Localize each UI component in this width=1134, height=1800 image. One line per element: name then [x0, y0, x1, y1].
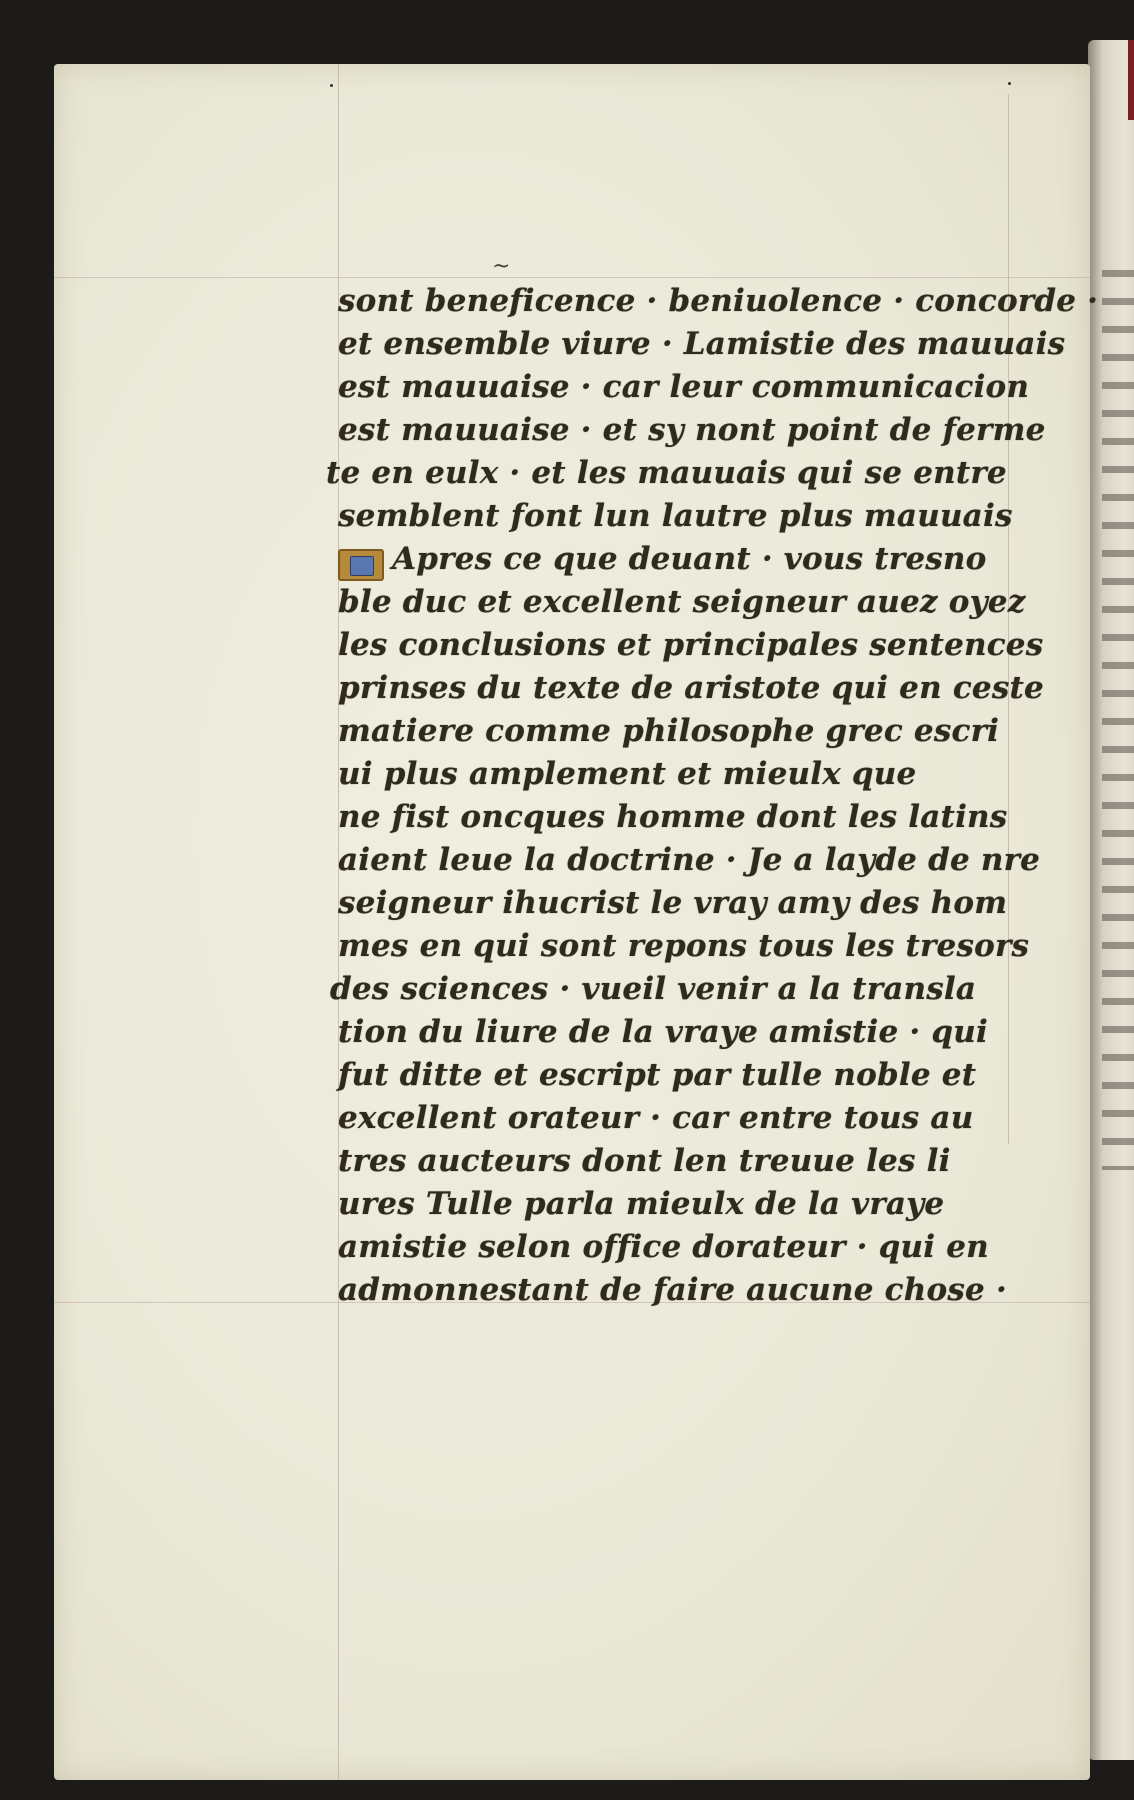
text-line: semblent font lun lautre plus mauuais: [338, 498, 1013, 534]
pricking-mark-right: [1008, 82, 1011, 85]
text-line: fut ditte et escript par tulle noble et: [338, 1057, 977, 1093]
text-line: matiere comme philosophe grec escri: [338, 713, 1000, 749]
binding-edge: [1128, 40, 1134, 120]
text-line: te en eulx · et les mauuais qui se entre: [326, 455, 1007, 491]
decorated-initial: [338, 549, 384, 581]
text-line: les conclusions et principales sentences: [338, 627, 1044, 663]
text-line: ui plus amplement et mieulx que: [338, 756, 917, 792]
text-line: ures Tulle parla mieulx de la vraye: [338, 1186, 945, 1222]
text-line: amistie selon office dorateur · qui en: [338, 1229, 989, 1265]
pricking-mark-left: [330, 84, 333, 87]
marginal-mark: ~: [492, 254, 511, 279]
text-line: excellent orateur · car entre tous au: [338, 1100, 974, 1136]
facing-page-text: [1102, 270, 1134, 1170]
text-line: ne fist oncques homme dont les latins: [338, 799, 1008, 835]
text-line: tres aucteurs dont len treuue les li: [338, 1143, 951, 1179]
text-line: seigneur ihucrist le vray amy des hom: [338, 885, 1008, 921]
text-block: [326, 280, 1099, 1312]
text-line: des sciences · vueil venir a la transla: [330, 971, 977, 1007]
text-line: et ensemble viure · Lamistie des mauuais: [338, 326, 1066, 362]
text-line-initial: Apres ce que deuant · vous tresno: [338, 538, 1038, 581]
text-line: prinses du texte de aristote qui en ceste: [338, 670, 1044, 706]
text-line: admonnestant de faire aucune chose ·: [338, 1272, 1007, 1308]
text-line: mes en qui sont repons tous les tresors: [338, 928, 1030, 964]
ruling-top: [54, 277, 1090, 278]
text-line: est mauuaise · car leur communicacion: [338, 369, 1030, 405]
text-line: est mauuaise · et sy nont point de ferme: [338, 412, 1046, 448]
text-line: sont beneficence · beniuolence · concorde ·: [338, 283, 1099, 319]
text-line: tion du liure de la vraye amistie · qui: [338, 1014, 988, 1050]
text-line: ble duc et excellent seigneur auez oyez: [338, 584, 1026, 620]
decorated-initial-inner: [350, 556, 374, 576]
text-line: aient leue la doctrine · Je a layde de nre: [338, 842, 1041, 878]
